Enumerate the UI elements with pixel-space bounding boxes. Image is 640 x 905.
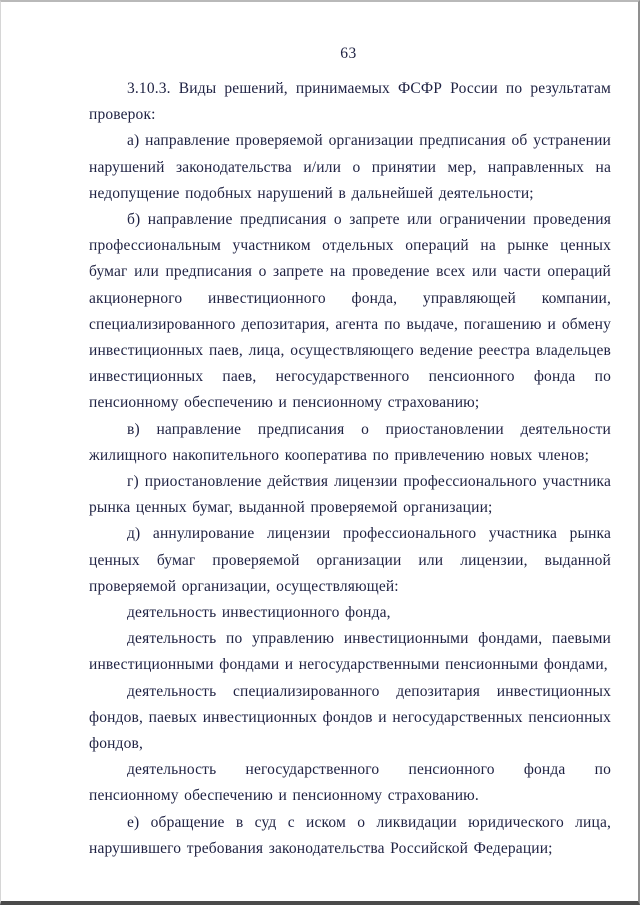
- page-number: 63: [340, 45, 357, 62]
- paragraph: деятельность по управлению инвестиционными фондами, паевыми инвестиционными фондами и негосударственными пенсионными фондами,: [89, 630, 611, 674]
- paragraph: г) приостановление действия лицензии профессионального участника рынка ценных бумаг, выданной проверяемой организации;: [89, 473, 611, 517]
- paragraph: в) направление предписания о приостановлении деятельности жилищного накопительного кооператива по привлечению новых членов;: [89, 420, 611, 464]
- paragraph: а) направление проверяемой организации предписания об устранении нарушений законодательства и/или о принятии мер, направленных на недопущение подобных нарушений в дальнейшей деятельности;: [89, 132, 611, 202]
- document-body: [89, 76, 611, 862]
- paragraph: е) обращение в суд с иском о ликвидации юридического лица, нарушившего требования законодательства Российской Федерации;: [89, 813, 611, 857]
- paragraph: д) аннулирование лицензии профессионального участника рынка ценных бумаг проверяемой организации или лицензии, выданной проверяемой организации, осуществляющей:: [89, 525, 611, 595]
- paragraph: б) направление предписания о запрете или ограничении проведения профессиональным участником отдельных операций на рынке ценных бумаг или предписания о запрете на проведение всех или части операций акционерного инвестиционного фонда, управляющей компании, специализированного депозитария, агента по выдаче, погашению и обмену инвестиционных паев, лица, осуществляющего ведение реестра владельцев инвестиционных паев, негосударственного пенсионного фонда по пенсионному обеспечению и пенсионному страхованию;: [89, 211, 611, 412]
- paragraph: деятельность специализированного депозитария инвестиционных фондов, паевых инвестиционных фондов и негосударственных пенсионных фондов,: [89, 682, 611, 753]
- paragraph: 3.10.3. Виды решений, принимаемых ФСФР России по результатам проверок:: [89, 80, 611, 124]
- paragraph: деятельность негосударственного пенсионного фонда по пенсионному обеспечению и пенсионному страхованию.: [89, 761, 611, 805]
- paragraph: деятельность инвестиционного фонда,: [127, 604, 391, 622]
